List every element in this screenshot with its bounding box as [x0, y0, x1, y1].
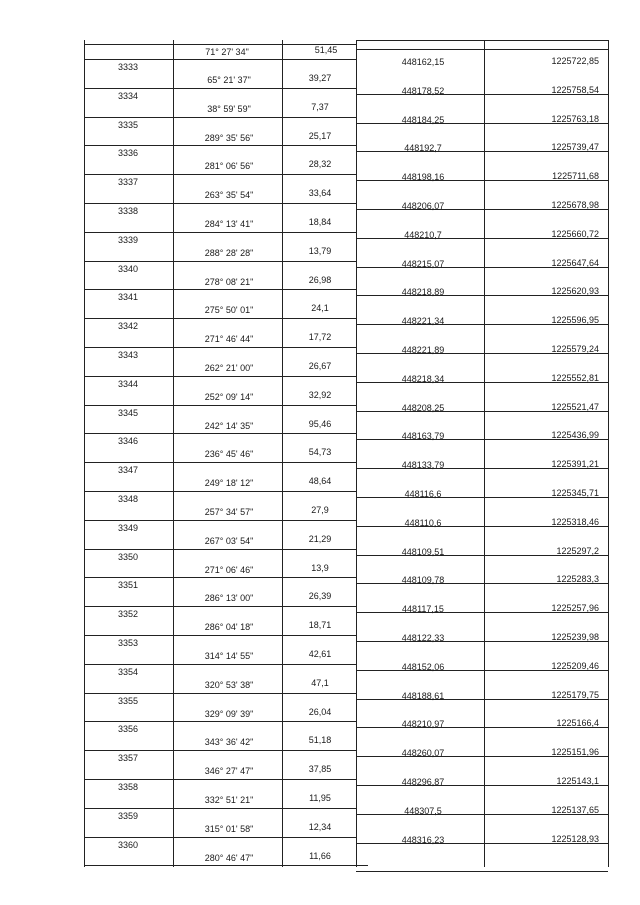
x-coordinate: 448109,51: [401, 546, 445, 557]
distance-cell: 47,1: [311, 677, 329, 688]
row-divider-right: [356, 49, 608, 50]
angle-cell: 262° 21' 00": [204, 363, 254, 373]
row-divider-left: [84, 520, 356, 521]
row-divider-left: [84, 779, 356, 780]
point-number: 3356: [117, 724, 139, 735]
point-number: 3358: [117, 782, 139, 792]
angle-cell: 242° 14' 35": [204, 420, 254, 431]
distance-cell: 11,95: [309, 793, 331, 803]
point-number: 3349: [117, 522, 139, 533]
y-coordinate: 1225758,54: [551, 84, 599, 95]
point-number: 3341: [117, 292, 139, 303]
distance-cell: 39,27: [308, 73, 332, 83]
x-coordinate: 448162,15: [401, 57, 445, 67]
y-coordinate: 1225257,96: [551, 603, 599, 614]
y-coordinate: 1225318,46: [551, 516, 599, 527]
row-divider-left: [84, 549, 356, 550]
distance-cell: 13,9: [311, 562, 329, 573]
y-coordinate: 1225391,21: [551, 459, 599, 470]
x-coordinate: 448152,06: [401, 661, 445, 672]
angle-cell: 329° 09' 39": [204, 708, 254, 719]
row-divider-left: [84, 59, 356, 60]
distance-cell: 18,71: [308, 620, 332, 631]
row-divider-left: [84, 88, 356, 89]
angle-cell: 38° 59' 59": [207, 103, 251, 114]
y-coordinate: 1225143,1: [556, 776, 599, 786]
column-line: [608, 40, 609, 867]
distance-cell: 26,67: [308, 361, 332, 371]
row-divider-left: [84, 203, 356, 204]
point-number: 3338: [117, 206, 139, 216]
angle-cell: 343° 36' 42": [204, 737, 254, 748]
distance-cell: 28,32: [308, 159, 332, 170]
y-coordinate: 1225436,99: [551, 430, 599, 441]
y-coordinate: 1225763,18: [551, 113, 599, 124]
row-divider-left: [84, 808, 356, 809]
point-number: 3336: [117, 148, 139, 159]
angle-cell: 257° 34' 57": [204, 507, 254, 517]
row-divider-left: [84, 721, 356, 722]
y-coordinate: 1225297,2: [556, 545, 599, 556]
row-divider-left: [84, 664, 356, 665]
x-coordinate: 448110,6: [404, 517, 442, 528]
distance-cell: 33,64: [308, 188, 332, 199]
x-coordinate: 448307,5: [404, 805, 442, 816]
distance-cell: 7,37: [311, 101, 329, 112]
angle-cell: 252° 09' 14": [204, 391, 254, 402]
point-number: 3340: [117, 263, 139, 274]
y-coordinate: 1225739,47: [551, 142, 599, 153]
x-coordinate: 448215,07: [401, 258, 445, 269]
point-number: 3350: [117, 551, 139, 562]
row-divider-left: [84, 174, 356, 175]
y-coordinate: 1225722,85: [551, 56, 599, 66]
distance-cell: 26,39: [308, 591, 332, 602]
angle-cell: 280° 46' 47": [204, 852, 254, 863]
point-number: 3357: [117, 753, 139, 764]
x-coordinate: 448208,25: [401, 402, 445, 413]
x-coordinate: 448210,97: [401, 719, 445, 730]
angle-cell: 288° 28' 28": [204, 247, 254, 258]
y-coordinate: 1225552,81: [551, 372, 599, 383]
row-divider-left: [84, 347, 356, 348]
x-coordinate: 448188,61: [401, 690, 445, 701]
row-divider-left: [84, 837, 356, 838]
point-number: 3334: [117, 90, 139, 101]
point-number: 3342: [117, 321, 139, 332]
x-coordinate: 448122,33: [401, 633, 445, 643]
point-number: 3347: [117, 465, 139, 476]
x-coordinate: 448221,89: [401, 345, 445, 355]
y-coordinate: 1225521,47: [551, 401, 599, 412]
x-coordinate: 448198,16: [401, 172, 445, 183]
column-line: [173, 40, 174, 867]
distance-cell: 12,34: [308, 821, 332, 832]
angle-cell: 65° 21' 37": [207, 75, 251, 85]
angle-cell: 71° 27' 34": [205, 47, 249, 57]
x-coordinate: 448206,07: [401, 201, 445, 211]
row-divider-left: [84, 261, 356, 262]
point-number: 3337: [117, 177, 139, 188]
angle-cell: 332° 51' 21": [204, 795, 254, 805]
distance-cell: 13,79: [308, 245, 332, 256]
angle-cell: 249° 18' 12": [204, 478, 254, 489]
row-divider-left: [84, 750, 356, 751]
point-number: 3351: [117, 580, 139, 591]
point-number: 3333: [117, 62, 139, 72]
row-divider-left: [84, 491, 356, 492]
column-line: [484, 40, 485, 867]
distance-cell: 27,9: [311, 505, 329, 515]
x-coordinate: 448260,07: [401, 748, 445, 759]
distance-cell: 48,64: [308, 476, 332, 487]
x-coordinate: 448218,89: [401, 287, 445, 298]
row-divider-left: [84, 405, 356, 406]
x-coordinate: 448163,79: [401, 431, 445, 442]
point-number: 3343: [117, 350, 139, 360]
point-number: 3355: [117, 695, 139, 706]
x-coordinate: 448184,25: [401, 114, 445, 125]
x-coordinate: 448296,87: [401, 777, 445, 787]
row-divider-left: [84, 635, 356, 636]
point-number: 3352: [117, 609, 139, 620]
distance-cell: 24,1: [311, 303, 329, 314]
angle-cell: 271° 46' 44": [204, 334, 254, 345]
y-coordinate: 1225209,46: [551, 660, 599, 671]
x-coordinate: 448192,7: [404, 143, 442, 154]
point-number: 3354: [117, 666, 139, 677]
angle-cell: 289° 35' 56": [204, 132, 254, 143]
row-divider-left: [84, 117, 356, 118]
point-number: 3359: [117, 810, 139, 821]
distance-cell: 25,17: [308, 130, 332, 141]
y-coordinate: 1225283,3: [556, 574, 599, 585]
angle-cell: 314° 14' 55": [204, 651, 254, 661]
distance-cell: 95,46: [308, 418, 332, 429]
table-bottom-rule: [96, 865, 368, 866]
y-coordinate: 1225239,98: [551, 632, 599, 642]
row-divider-right: [356, 40, 608, 41]
angle-cell: 320° 53' 38": [204, 679, 254, 690]
distance-cell: 21,29: [308, 533, 332, 544]
distance-cell: 32,92: [308, 389, 332, 400]
distance-cell: 42,61: [308, 649, 332, 659]
distance-cell: 26,04: [308, 706, 332, 717]
x-coordinate: 448210,7: [404, 229, 442, 240]
y-coordinate: 1225620,93: [551, 286, 599, 297]
point-number: 3335: [117, 119, 139, 130]
point-number: 3344: [117, 378, 139, 389]
distance-cell: 17,72: [308, 332, 332, 343]
x-coordinate: 448316,23: [401, 834, 445, 845]
point-number: 3339: [117, 234, 139, 245]
y-coordinate: 1225647,64: [551, 257, 599, 268]
distance-cell: 26,98: [308, 274, 332, 285]
column-line: [84, 40, 85, 867]
distance-cell: 51,18: [308, 735, 332, 746]
x-coordinate: 448117,15: [402, 604, 444, 615]
distance-cell: 11,66: [309, 850, 331, 861]
y-coordinate: 1225596,95: [551, 315, 599, 326]
row-divider-left: [84, 577, 356, 578]
x-coordinate: 448218,34: [401, 373, 445, 384]
angle-cell: 286° 04' 18": [204, 622, 254, 633]
distance-cell: 54,73: [308, 447, 332, 458]
row-divider-left: [84, 462, 356, 463]
angle-cell: 315° 01' 58": [204, 823, 254, 834]
row-divider-left: [84, 318, 356, 319]
distance-cell: 37,85: [308, 764, 332, 775]
point-number: 3345: [117, 407, 139, 418]
distance-cell: 51,45: [314, 45, 338, 55]
angle-cell: 346° 27' 47": [204, 766, 254, 777]
x-coordinate: 448221,34: [401, 316, 445, 327]
row-divider-left: [84, 693, 356, 694]
y-coordinate: 1225660,72: [551, 228, 599, 239]
x-coordinate: 448133,79: [401, 460, 445, 471]
y-coordinate: 1225678,98: [551, 200, 599, 210]
point-number: 3346: [117, 436, 139, 447]
row-divider-right: [356, 871, 608, 872]
row-divider-left: [84, 145, 356, 146]
row-divider-left: [84, 376, 356, 377]
row-divider-left: [84, 232, 356, 233]
row-divider-left: [84, 289, 356, 290]
y-coordinate: 1225151,96: [551, 747, 599, 758]
x-coordinate: 448178,52: [401, 85, 445, 96]
angle-cell: 275° 50' 01": [204, 305, 254, 316]
angle-cell: 267° 03' 54": [204, 535, 254, 546]
point-number: 3360: [117, 839, 139, 850]
y-coordinate: 1225137,65: [551, 804, 599, 815]
y-coordinate: 1225345,71: [551, 488, 599, 498]
distance-cell: 18,84: [308, 217, 332, 227]
angle-cell: 278° 08' 21": [204, 276, 254, 287]
angle-cell: 236° 45' 46": [204, 449, 254, 460]
x-coordinate: 448116,6: [404, 489, 442, 499]
angle-cell: 271° 06' 46": [204, 564, 254, 575]
y-coordinate: 1225166,4: [556, 718, 599, 729]
point-number: 3353: [117, 638, 139, 648]
angle-cell: 263° 35' 54": [204, 190, 254, 201]
row-divider-left: [84, 433, 356, 434]
y-coordinate: 1225711,68: [552, 171, 599, 182]
x-coordinate: 448109,78: [401, 575, 445, 586]
y-coordinate: 1225128,93: [551, 833, 599, 844]
point-number: 3348: [117, 494, 139, 504]
y-coordinate: 1225179,75: [551, 689, 599, 700]
angle-cell: 281° 06' 56": [204, 161, 254, 172]
row-divider-left: [84, 606, 356, 607]
y-coordinate: 1225579,24: [551, 344, 599, 354]
angle-cell: 286° 13' 00": [204, 593, 254, 604]
angle-cell: 284° 13' 41": [204, 219, 254, 229]
